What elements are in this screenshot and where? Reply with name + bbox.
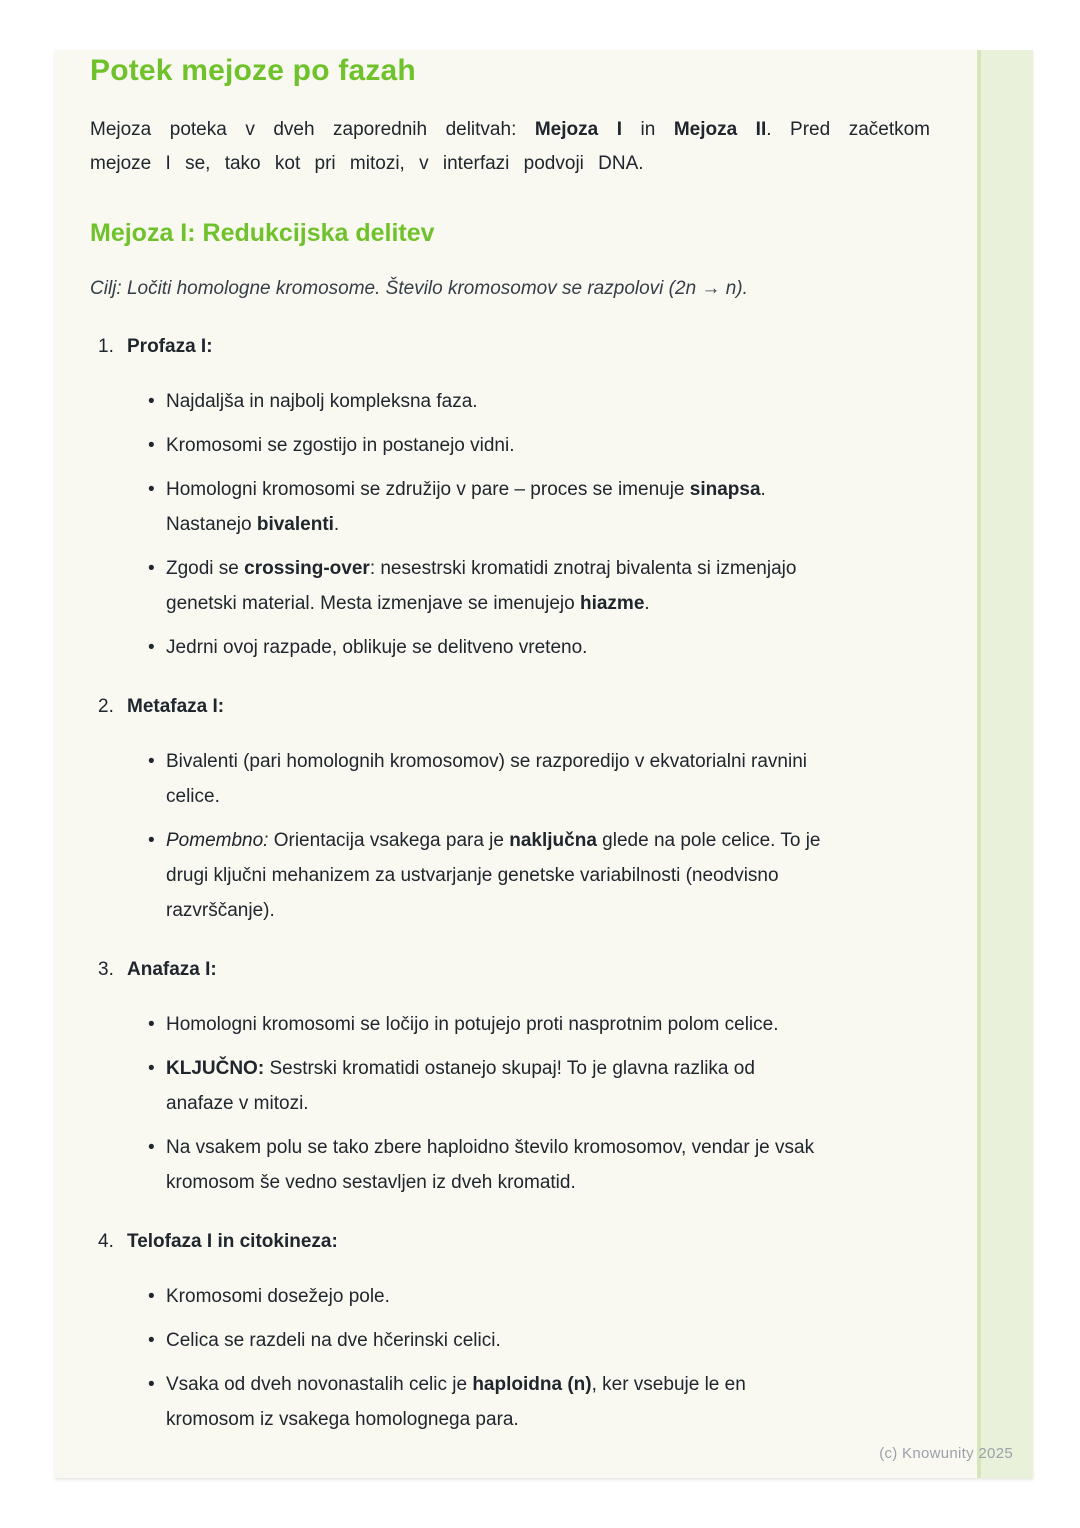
bullet-item [148,384,826,419]
bullet-item [148,428,826,463]
page-title: Potek mejoze po fazah [90,54,416,87]
phase-bullet-list [98,744,930,928]
bullet-item [148,630,826,665]
text-segment: haploidna (n) [472,1373,592,1395]
phase-number: 3. [98,958,114,980]
text-segment: Vsaka od dveh novonastalih celic je [166,1373,473,1395]
text-segment: Homologni kromosomi se ločijo in potujejo proti nasprotnim polom celice. [166,1013,779,1035]
phase-heading [98,329,930,364]
text-segment: . Nastanejo [166,478,766,535]
bullet-item [148,1007,826,1042]
text-segment: Kromosomi se zgostijo in postanejo vidni. [166,434,515,456]
intro-paragraph [90,113,930,181]
document-content [90,52,930,1461]
phase-bullet-list [98,384,930,665]
text-segment: Bivalenti (pari homolognih kromosomov) se razporedijo v ekvatorialni ravnini celice. [166,750,808,807]
text-segment: Jedrni ovoj razpade, oblikuje se delitveno vreteno. [166,636,588,658]
phase-item [90,689,930,928]
text-segment: . [644,592,650,614]
text-segment: hiazme [579,592,645,614]
phase-number: 4. [98,1230,114,1252]
document-sheet [55,50,1033,1478]
text-segment: glede na pole celice. To je drugi ključni mehanizem za ustvarjanje genetske variabilnosti (neodvisno razvrščanje). [166,829,821,921]
bullet-item [148,823,826,928]
copyright-footer: (c) Knowunity 2025 [879,1445,1013,1462]
bullet-item [148,1130,826,1200]
text-segment: Najdaljša in najbolj kompleksna faza. [166,390,478,412]
phase-item [90,1224,930,1437]
phase-bullet-list [98,1007,930,1200]
text-segment: Mejoza I [534,118,622,140]
bullet-item [148,1323,826,1358]
text-segment: Sestrski kromatidi ostanejo skupaj! To je glavna razlika od anafaze v mitozi. [166,1057,755,1114]
bullet-item [148,1279,826,1314]
bullet-item [148,551,826,621]
phase-number: 1. [98,335,114,357]
text-segment: Cilj: Ločiti homologne kromosome. Število kromosomov se razpolovi (2n → n). [90,277,748,299]
text-segment: Homologni kromosomi se združijo v pare – proces se imenuje [166,478,690,500]
bullet-item [148,472,826,542]
bullet-item [148,1051,826,1121]
phase-heading [98,1224,930,1259]
text-segment: . [333,513,340,535]
phase-title: Anafaza I: [127,958,217,980]
bullet-item [148,744,826,814]
text-segment: . Pred začetkom mejoze I se, tako kot pri mitozi, v interfazi podvoji DNA. [90,118,930,174]
phase-heading [98,952,930,987]
text-segment: crossing-over [244,557,370,579]
text-segment: Pomembno: [166,829,269,851]
phase-number: 2. [98,695,114,717]
text-segment: sinapsa [689,478,761,500]
text-segment: Zgodi se [166,557,245,579]
phase-title: Telofaza I in citokineza: [127,1230,338,1252]
text-segment: in [622,118,674,140]
bullet-item [148,1367,826,1437]
decorative-green-strip [977,50,1033,1478]
phase-item [90,329,930,665]
text-segment: bivalenti [256,513,334,535]
text-segment: : nesestrski kromatidi znotraj bivalenta si izmenjajo genetski material. Mesta izmenjave se imenujejo [166,557,797,614]
phase-item [90,952,930,1200]
text-segment: Celica se razdeli na dve hčerinski celici. [166,1329,501,1351]
text-segment: naključna [509,829,597,851]
text-segment: Mejoza II [673,118,767,140]
text-segment: Orientacija vsakega para je [268,829,510,851]
goal-line [90,272,930,306]
phase-list [90,329,930,1437]
phase-title: Profaza I: [127,335,213,357]
text-segment: , ker vsebuje le en kromosom iz vsakega homolognega para. [166,1373,746,1430]
phase-heading [98,689,930,724]
text-segment: Mejoza poteka v dveh zaporednih delitvah: [90,118,535,140]
phase-title: Metafaza I: [127,695,225,717]
text-segment: Kromosomi dosežejo pole. [166,1285,390,1307]
text-segment: KLJUČNO: [166,1057,265,1079]
section-heading: Mejoza I: Redukcijska delitev [90,218,435,247]
text-segment: Na vsakem polu se tako zbere haploidno število kromosomov, vendar je vsak kromosom še vedno sestavljen iz dveh kromatid. [166,1136,815,1193]
phase-bullet-list [98,1279,930,1437]
